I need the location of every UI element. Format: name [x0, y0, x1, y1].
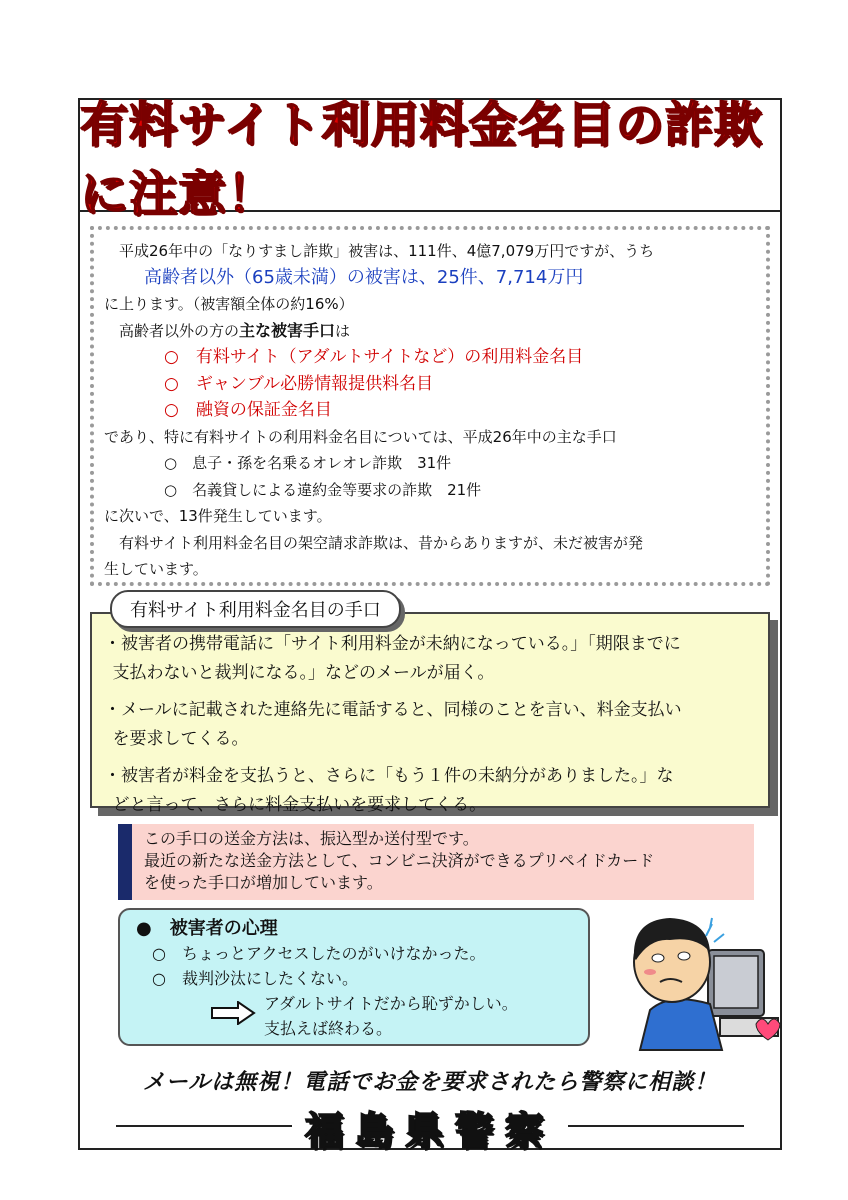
remittance-line: を使った手口が増加しています。: [144, 873, 383, 892]
slogan: メールは無視！電話でお金を要求されたら警察に相談！: [142, 1070, 718, 1095]
main-method-item: ○ ギャンブル必勝情報提供料名目: [164, 373, 434, 394]
method-bullet: ・被害者が料金を支払うと、さらに「もう１件の未納分がありました。」な どと言って、さらに料金支払いを要求してくる。: [104, 766, 674, 815]
victim-psychology-box: [118, 908, 590, 1046]
method-bullet: ・メールに記載された連絡先に電話すると、同様のことを言い、料金支払い を要求してくる。: [104, 700, 682, 749]
summary-line: に次いで、13件発生しています。: [104, 507, 332, 525]
summary-box: [90, 226, 770, 586]
sub-item: ○ 名義貸しによる違約金等要求の詐欺 21件: [164, 480, 482, 499]
sub-item: ○ 息子・孫を名乗るオレオレ詐欺 31件: [164, 454, 452, 472]
summary-line: 生しています。: [104, 560, 208, 578]
remittance-line: この手口の送金方法は、振込型か送付型です。: [144, 829, 479, 848]
divider: [568, 1125, 744, 1127]
summary-line: であり、特に有料サイトの利用料金名目については、平成26年中の主な手口: [104, 427, 617, 446]
organization-footer: [80, 1100, 780, 1153]
page-title: 有料サイト利用料金名目の詐欺に注意！: [80, 97, 763, 222]
title-box: [80, 97, 780, 222]
method-bullet: ・被害者の携帯電話に「サイト利用料金が未納になっている。」「期限までに 支払わないと裁判になる。」などのメールが届く。: [104, 634, 681, 683]
psychology-item: ○ 裁判沙汰にしたくない。: [152, 969, 358, 988]
psychology-item: ○ ちょっとアクセスしたのがいけなかった。: [152, 944, 486, 963]
reason-line: 支払えば終わる。: [264, 1019, 393, 1038]
divider: [116, 1125, 292, 1127]
reason-line: アダルトサイトだから恥ずかしい。: [264, 994, 518, 1013]
psychology-reason: [210, 991, 572, 1041]
summary-line: 有料サイト利用料金名目の架空請求詐欺は、昔からありますが、未だ被害が発: [119, 533, 643, 552]
flyer-frame: [78, 97, 782, 1153]
summary-highlight: 高齢者以外（65歳未満）の被害は、25件、7,714万円: [144, 266, 584, 288]
summary-line: 平成26年中の「なりすまし詐欺」被害は、111件、4億7,079万円ですが、うち: [119, 242, 655, 260]
worried-man-illustration: [610, 900, 780, 1060]
right-arrow-icon: [210, 1001, 256, 1025]
main-method-item: ○ 有料サイト（アダルトサイトなど）の利用料金名目: [164, 347, 584, 367]
method-box: [90, 612, 770, 815]
summary-line: 高齢者以外の方の主な被害手口は: [119, 320, 351, 340]
psychology-title: ● 被害者の心理: [136, 918, 278, 939]
remittance-line: 最近の新たな送金方法として、コンビニ決済ができるプリペイドカード: [144, 851, 655, 870]
organization-name: 福島県警察: [304, 1109, 555, 1153]
method-tab-label: 有料サイト利用料金名目の手口: [110, 590, 401, 628]
remittance-box: [118, 824, 754, 900]
main-method-item: ○ 融資の保証金名目: [164, 400, 332, 420]
summary-line: に上ります。（被害額全体の約16%）: [104, 295, 354, 313]
